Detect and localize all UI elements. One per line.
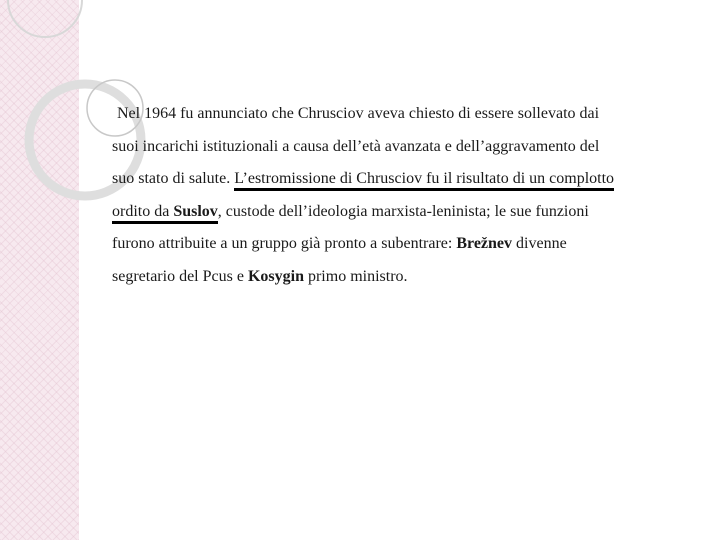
highlighted-phrase-2-lead: ordito da <box>112 202 174 220</box>
slide-body-text <box>112 98 692 293</box>
name-kosygin: Kosygin <box>247 267 304 285</box>
text-line-6 <box>112 261 692 294</box>
text-line-6-plain: segretario del Pcus e <box>112 267 248 285</box>
text-line-2-content: suoi incarichi istituzionali a causa dell’età avanzata e dell’aggravamento del <box>112 137 600 155</box>
text-line-1-content: Nel 1964 fu annunciato che Chrusciov aveva chiesto di essere sollevato dai <box>117 105 600 122</box>
text-line-2 <box>112 131 692 164</box>
text-line-1 <box>112 98 692 131</box>
text-line-4-rest: , custode dell’ideologia marxista-leninista; le sue funzioni <box>217 202 589 220</box>
text-line-6-rest: primo ministro. <box>303 267 408 285</box>
text-line-5-rest: divenne <box>512 235 567 252</box>
highlighted-phrase-2 <box>112 203 218 224</box>
highlighted-phrase-1: L’estromissione di Chrusciov fu il risultato di un complotto <box>234 170 614 191</box>
name-suslov: Suslov <box>173 202 218 220</box>
text-line-4 <box>112 196 692 229</box>
name-breznev: Brežnev <box>456 235 513 252</box>
text-line-5 <box>112 228 692 261</box>
text-line-3 <box>112 163 692 196</box>
text-line-3-plain: suo stato di salute. <box>112 170 235 187</box>
text-line-5-plain: furono attribuite a un gruppo già pronto a subentrare: <box>112 235 457 252</box>
deco-circle-large <box>8 0 82 37</box>
